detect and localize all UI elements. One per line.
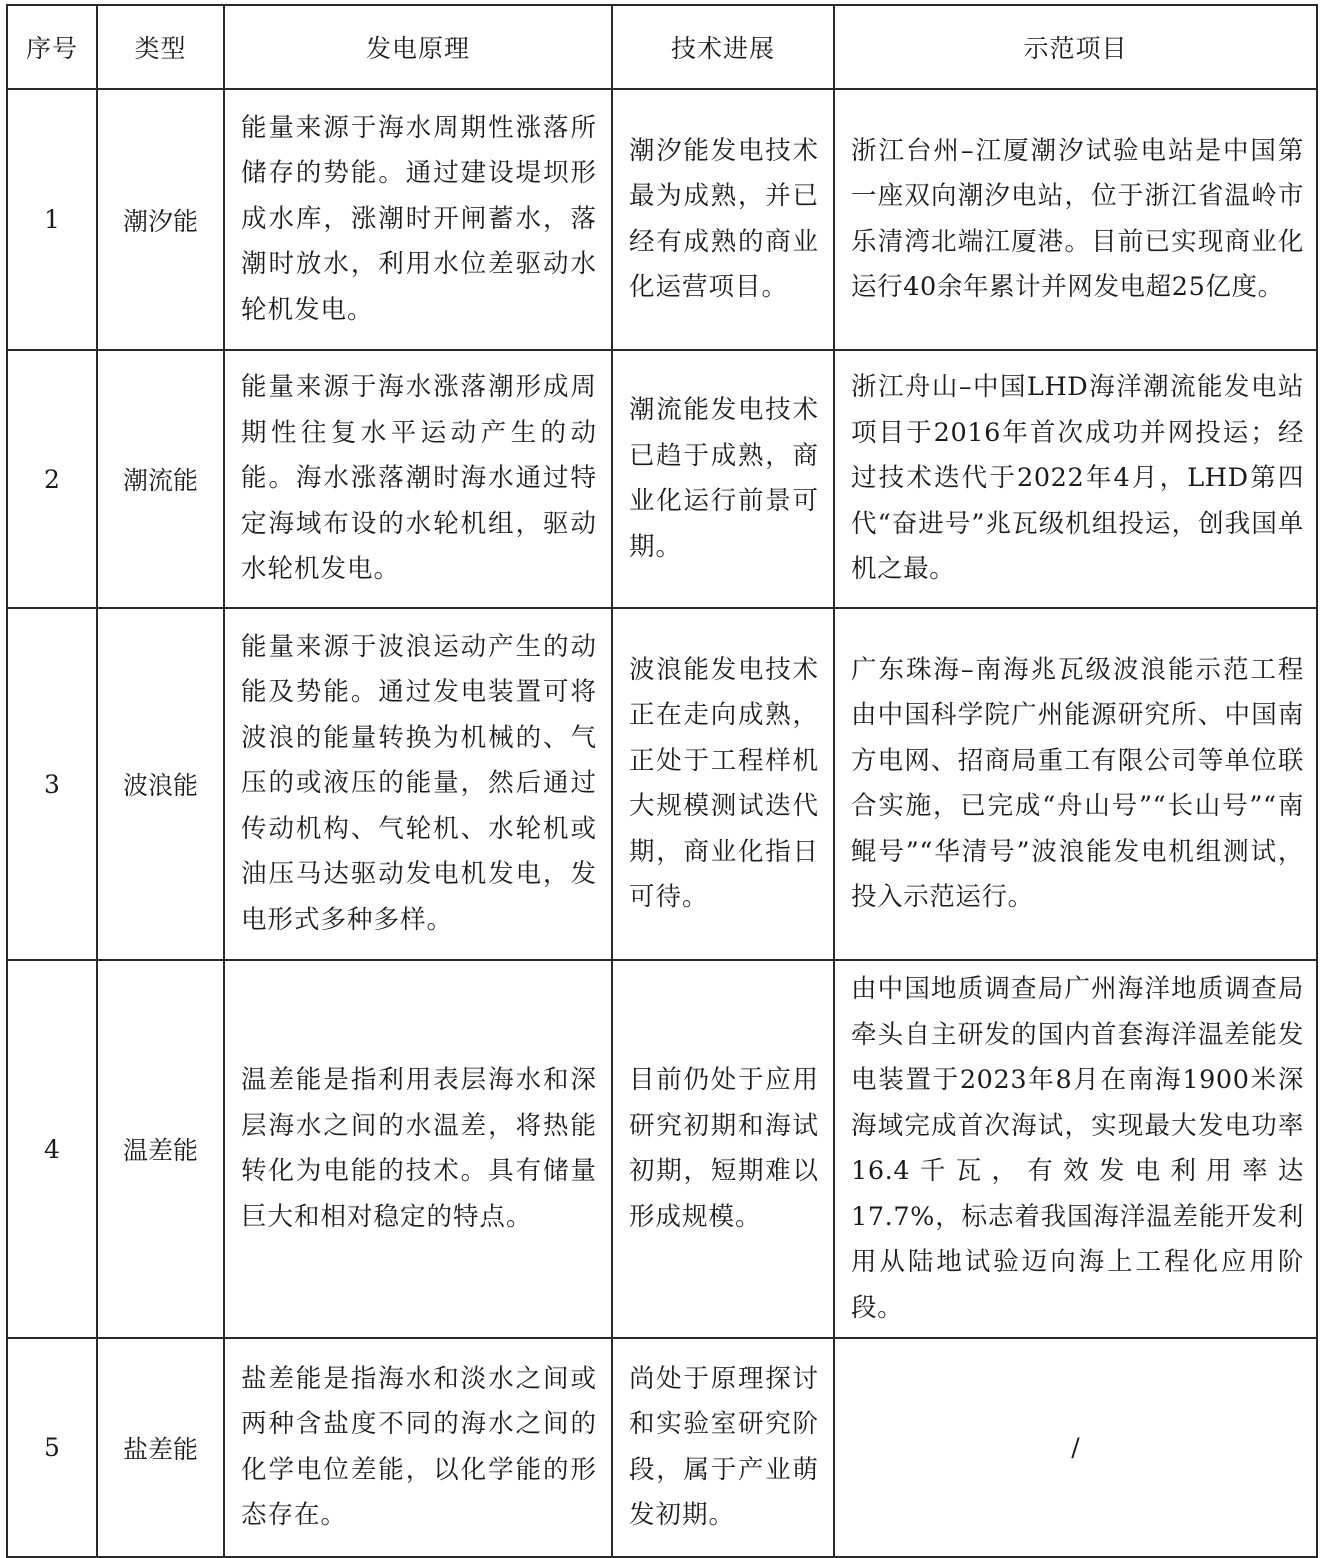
cell-type: 盐差能 — [97, 1338, 224, 1557]
cell-type: 波浪能 — [97, 608, 224, 960]
header-index: 序号 — [7, 5, 97, 89]
cell-project: 浙江舟山–中国LHD海洋潮流能发电站项目于2016年首次成功并网投运；经过技术迭代于2022年4月，LHD第四代“奋进号”兆瓦级机组投运，创我国单机之最。 — [834, 350, 1317, 608]
ocean-energy-table-container — [6, 4, 1316, 1558]
cell-project: / — [834, 1338, 1317, 1557]
cell-progress: 目前仍处于应用研究初期和海试初期，短期难以形成规模。 — [612, 960, 834, 1338]
table-row — [7, 960, 1317, 1338]
header-row — [7, 5, 1317, 89]
header-project: 示范项目 — [834, 5, 1317, 89]
cell-progress: 潮流能发电技术已趋于成熟，商业化运行前景可期。 — [612, 350, 834, 608]
table-body — [7, 89, 1317, 1557]
cell-progress: 波浪能发电技术正在走向成熟，正处于工程样机大规模测试迭代期，商业化指日可待。 — [612, 608, 834, 960]
cell-project: 由中国地质调查局广州海洋地质调查局牵头自主研发的国内首套海洋温差能发电装置于2023年8月在南海1900米深海域完成首次海试，实现最大发电功率16.4千瓦，有效发电利用率达17.7%，标志着我国海洋温差能开发利用从陆地试验迈向海上工程化应用阶段。 — [834, 960, 1317, 1338]
table-header — [7, 5, 1317, 89]
cell-index: 2 — [7, 350, 97, 608]
cell-principle: 盐差能是指海水和淡水之间或两种含盐度不同的海水之间的化学电位差能，以化学能的形态存在。 — [224, 1338, 612, 1557]
cell-type: 潮汐能 — [97, 89, 224, 350]
header-principle: 发电原理 — [224, 5, 612, 89]
table-row — [7, 1338, 1317, 1557]
cell-index: 1 — [7, 89, 97, 350]
cell-principle: 能量来源于海水涨落潮形成周期性往复水平运动产生的动能。海水涨落潮时海水通过特定海域布设的水轮机组，驱动水轮机发电。 — [224, 350, 612, 608]
cell-type: 温差能 — [97, 960, 224, 1338]
cell-index: 3 — [7, 608, 97, 960]
cell-type: 潮流能 — [97, 350, 224, 608]
table-row — [7, 608, 1317, 960]
cell-progress: 尚处于原理探讨和实验室研究阶段，属于产业萌发初期。 — [612, 1338, 834, 1557]
header-progress: 技术进展 — [612, 5, 834, 89]
cell-principle: 温差能是指利用表层海水和深层海水之间的水温差，将热能转化为电能的技术。具有储量巨大和相对稳定的特点。 — [224, 960, 612, 1338]
cell-index: 4 — [7, 960, 97, 1338]
cell-index: 5 — [7, 1338, 97, 1557]
table-row — [7, 350, 1317, 608]
table-row — [7, 89, 1317, 350]
cell-progress: 潮汐能发电技术最为成熟，并已经有成熟的商业化运营项目。 — [612, 89, 834, 350]
cell-project: 广东珠海–南海兆瓦级波浪能示范工程由中国科学院广州能源研究所、中国南方电网、招商局重工有限公司等单位联合实施，已完成“舟山号”“长山号”“南鲲号”“华清号”波浪能发电机组测试，投入示范运行。 — [834, 608, 1317, 960]
cell-project: 浙江台州–江厦潮汐试验电站是中国第一座双向潮汐电站，位于浙江省温岭市乐清湾北端江厦港。目前已实现商业化运行40余年累计并网发电超25亿度。 — [834, 89, 1317, 350]
cell-principle: 能量来源于海水周期性涨落所储存的势能。通过建设堤坝形成水库，涨潮时开闸蓄水，落潮时放水，利用水位差驱动水轮机发电。 — [224, 89, 612, 350]
header-type: 类型 — [97, 5, 224, 89]
ocean-energy-table — [6, 4, 1318, 1558]
cell-principle: 能量来源于波浪运动产生的动能及势能。通过发电装置可将波浪的能量转换为机械的、气压的或液压的能量，然后通过传动机构、气轮机、水轮机或油压马达驱动发电机发电，发电形式多种多样。 — [224, 608, 612, 960]
